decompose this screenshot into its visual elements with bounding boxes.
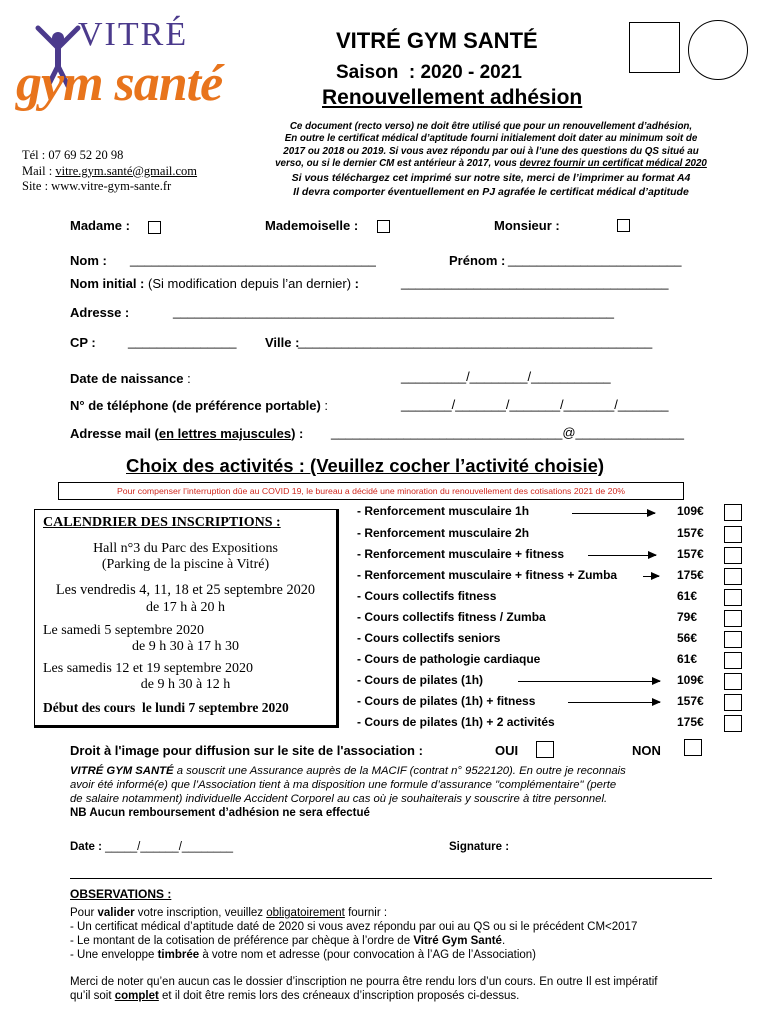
checkbox-non[interactable] xyxy=(684,739,702,756)
page-title: VITRÉ GYM SANTÉ xyxy=(336,28,538,53)
row-nom-initial xyxy=(70,276,359,291)
notice-line: 2017 ou 2018 ou 2019. Si vous avez répondu par oui à l’une des questions du QS situé au xyxy=(283,145,699,157)
subtitle: Renouvellement adhésion xyxy=(322,86,583,109)
logo-bottom-text: gym santé xyxy=(16,55,223,112)
checkbox-activity[interactable] xyxy=(724,526,742,543)
field-nom[interactable]: __________________________________ xyxy=(130,252,376,267)
checkbox-activity[interactable] xyxy=(724,652,742,669)
checkbox-activity[interactable] xyxy=(724,631,742,648)
calendar-start: Début des cours le lundi 7 septembre 2020 xyxy=(43,700,289,715)
activity-label: - Cours de pathologie cardiaque xyxy=(357,652,541,666)
activity-label: - Cours collectifs fitness xyxy=(357,589,497,603)
label-nom-initial: Nom initial : xyxy=(70,276,145,291)
field-ville[interactable]: _________________________________________________ xyxy=(298,334,653,349)
insurance-line: de salaire notamment) individuelle Accident Corporel au cas où je souhaiterais y souscrire à titre personnel. xyxy=(70,793,608,805)
activity-price: 157€ xyxy=(677,526,704,540)
activity-price: 79€ xyxy=(677,610,698,624)
activity-label: - Renforcement musculaire + fitness xyxy=(357,547,565,561)
contact-mail-link[interactable]: vitre.gym.santé@gmail.com xyxy=(55,163,198,178)
activity-price: 61€ xyxy=(677,589,698,603)
label-adresse: Adresse : xyxy=(70,305,130,320)
logo-top-text: VITRÉ xyxy=(78,16,189,53)
arrow-icon xyxy=(588,555,656,556)
label-madame: Madame : xyxy=(70,218,130,233)
activity-label: - Renforcement musculaire 1h xyxy=(357,504,530,518)
label-naissance: Date de naissance xyxy=(70,371,184,386)
covid-note xyxy=(58,482,684,500)
calendar-hours: de 17 h à 20 h xyxy=(146,600,225,615)
calendar-hours: de 9 h 30 à 17 h 30 xyxy=(132,639,239,654)
activity-label: - Cours de pilates (1h) + fitness xyxy=(357,694,536,708)
checkbox-activity[interactable] xyxy=(724,589,742,606)
contact-tel: Tél : 07 69 52 20 98 xyxy=(22,148,124,162)
activity-label: - Cours collectifs fitness / Zumba xyxy=(357,610,546,624)
notice-line: En outre le certificat médical d’aptitude fourni initialement doit dater au minimum soit de xyxy=(284,133,698,145)
label-mail: Adresse mail ( xyxy=(70,426,159,441)
obs-emphasis: Vitré Gym Santé xyxy=(413,935,502,947)
label-non: NON xyxy=(632,743,661,758)
field-prenom[interactable]: ________________________ xyxy=(508,252,682,267)
notice xyxy=(228,121,754,170)
calendar-hours: de 9 h 30 à 12 h xyxy=(140,677,231,692)
calendar-date: Les vendredis 4, 11, 18 et 25 septembre 2020 xyxy=(55,582,316,598)
label-monsieur: Monsieur : xyxy=(494,218,560,233)
observations-line: - Un certificat médical d’aptitude daté de 2020 si vous avez répondu par oui au QS ou si le précédent CM<2017 xyxy=(70,921,638,933)
checkbox-activity[interactable] xyxy=(724,547,742,564)
obs-text: - Une enveloppe xyxy=(70,949,158,961)
row-telephone xyxy=(70,398,328,413)
season: Saison : 2020 - 2021 xyxy=(336,62,522,83)
activity-label: - Cours de pilates (1h) + 2 activités xyxy=(357,715,555,729)
activity-price: 61€ xyxy=(677,652,698,666)
activity-price: 175€ xyxy=(677,715,704,729)
contact-site: Site : www.vitre-gym-sante.fr xyxy=(22,179,172,193)
calendar-date: Le samedi 5 septembre 2020 xyxy=(43,623,204,638)
notice-text: verso, ou si le dernier CM est antérieur à 2017, vous xyxy=(275,157,520,169)
logo xyxy=(14,14,224,144)
insurance-org: VITRÉ GYM SANTÉ xyxy=(70,765,174,777)
activity-price: 157€ xyxy=(677,547,704,561)
obs-emphasis: complet xyxy=(114,990,159,1002)
observations-line: Merci de noter qu’en aucun cas le dossier d’inscription ne pourra être rendu lors d’un cours. En outre Il est impératif xyxy=(70,976,658,988)
observations-line xyxy=(70,906,730,920)
obs-text: à votre nom et adresse (pour convocation à l’AG de l’Association) xyxy=(199,949,537,961)
arrow-icon xyxy=(572,513,655,514)
hint-nom-initial: (Si modification depuis l’an dernier) xyxy=(144,276,355,291)
obs-text: fournir : xyxy=(344,907,388,919)
field-date[interactable]: _____/______/________ xyxy=(105,841,234,853)
field-telephone[interactable]: _______/_______/_______/_______/_______ xyxy=(401,397,669,412)
obs-text: qu’il soit xyxy=(70,990,115,1002)
observations-line xyxy=(70,989,740,1003)
checkbox-activity[interactable] xyxy=(724,504,742,521)
activity-label: - Renforcement musculaire 2h xyxy=(357,526,530,540)
activity-label: - Cours de pilates (1h) xyxy=(357,673,484,687)
label-telephone: N° de téléphone (de préférence portable) xyxy=(70,398,321,413)
row-mail xyxy=(70,426,307,441)
notice-line: Si vous téléchargez cet imprimé sur notre site, merci de l’imprimer au format A4 xyxy=(291,172,691,184)
notice-line: Ce document (recto verso) ne doit être utilisé que pour un renouvellement d’adhésion, xyxy=(289,121,693,132)
label-prenom: Prénom : xyxy=(449,253,506,268)
colon: : xyxy=(320,398,329,413)
observations-line xyxy=(70,934,730,948)
insurance-text xyxy=(70,764,730,806)
checkbox-activity[interactable] xyxy=(724,694,742,711)
photo-square xyxy=(629,22,680,73)
calendar-place: Hall n°3 du Parc des Expositions xyxy=(93,541,278,556)
divider xyxy=(70,878,712,879)
insurance-nb: NB Aucun remboursement d’adhésion ne sera effectué xyxy=(70,807,370,819)
calendar-place: (Parking de la piscine à Vitré) xyxy=(101,557,270,572)
label-mail-close: ) : xyxy=(291,426,307,441)
label-image-rights: Droit à l'image pour diffusion sur le site de l'association : xyxy=(70,743,423,758)
insurance-line: avoir été informé(e) que l’Association tient à ma disposition une formule d’assurance "complémentaire" (perte xyxy=(70,779,617,791)
colon: : xyxy=(354,276,360,291)
activity-price: 109€ xyxy=(677,504,704,518)
observations-line xyxy=(70,948,730,962)
label-cp: CP : xyxy=(70,335,96,350)
obs-emphasis: valider xyxy=(97,907,135,919)
checkbox-activity[interactable] xyxy=(724,715,742,732)
obs-text: - Le montant de la cotisation de préférence par chèque à l’ordre de xyxy=(70,935,414,947)
contact-block xyxy=(22,148,197,195)
calendar-title: CALENDRIER DES INSCRIPTIONS : xyxy=(43,515,281,530)
field-naissance[interactable]: _________/________/___________ xyxy=(401,369,611,384)
calendar-date: Les samedis 12 et 19 septembre 2020 xyxy=(43,661,253,676)
contact-mail xyxy=(22,164,197,180)
insurance-text-part: a souscrit une Assurance auprès de la MACIF (contrat n° 9522120). En outre je reconnais xyxy=(173,765,626,777)
field-adresse[interactable]: _____________________________________________________________ xyxy=(173,304,615,319)
label-signature: Signature : xyxy=(449,841,510,853)
contact-mail-label: Mail : xyxy=(22,163,56,178)
insurance-line xyxy=(70,764,730,778)
field-nom-initial[interactable]: _____________________________________ xyxy=(401,275,669,290)
obs-underline: obligatoirement xyxy=(266,907,345,919)
notice-line xyxy=(228,158,754,170)
activity-label: - Cours collectifs seniors xyxy=(357,631,501,645)
activity-price: 56€ xyxy=(677,631,698,645)
label-oui: OUI xyxy=(495,743,519,758)
activities-heading: Choix des activités : (Veuillez cocher l’activité choisie) xyxy=(126,455,605,476)
label-mademoiselle: Mademoiselle : xyxy=(265,218,359,233)
checkbox-activity[interactable] xyxy=(724,673,742,690)
photo-circle xyxy=(688,20,748,80)
calendar-box xyxy=(34,509,339,728)
obs-emphasis: timbrée xyxy=(157,949,200,961)
checkbox-monsieur[interactable] xyxy=(617,219,630,232)
arrow-icon xyxy=(568,702,660,703)
activity-price: 175€ xyxy=(677,568,704,582)
label-nom: Nom : xyxy=(70,253,107,268)
obs-text: . xyxy=(501,935,506,947)
colon: : xyxy=(183,371,191,386)
row-naissance xyxy=(70,371,191,386)
checkbox-mademoiselle[interactable] xyxy=(377,220,390,233)
activity-label: - Renforcement musculaire + fitness + Zumba xyxy=(357,568,618,582)
notice-line: Il devra comporter éventuellement en PJ agrafée le certificat médical d’aptitude xyxy=(293,185,689,198)
activity-price: 157€ xyxy=(677,694,704,708)
obs-text: votre inscription, veuillez xyxy=(134,907,267,919)
activity-price: 109€ xyxy=(677,673,704,687)
checkbox-oui[interactable] xyxy=(536,741,554,758)
checkbox-activity[interactable] xyxy=(724,568,742,585)
label-date: Date : xyxy=(70,841,106,853)
covid-note-text: Pour compenser l’interruption dûe au COVID 19, le bureau a décidé une minoration du renouvellement des cotisations 2021 de 20% xyxy=(116,486,626,496)
hint-mail: en lettres majuscules xyxy=(158,426,292,441)
checkbox-activity[interactable] xyxy=(724,610,742,627)
notice-download xyxy=(228,172,754,199)
obs-text: et il doit être remis lors des créneaux d’inscription proposés ci-dessus. xyxy=(158,990,520,1002)
observations-title: OBSERVATIONS : xyxy=(70,887,172,901)
notice-emphasis: devrez fournir un certificat médical 2020 xyxy=(519,157,707,169)
obs-text: Pour xyxy=(70,907,98,919)
label-ville: Ville : xyxy=(265,335,300,350)
row-date xyxy=(70,841,233,853)
observations-body xyxy=(70,906,730,962)
arrow-icon xyxy=(518,681,660,682)
field-mail[interactable]: ________________________________@_______________ xyxy=(331,425,685,440)
observations-note xyxy=(70,975,740,1003)
checkbox-madame[interactable] xyxy=(148,221,161,234)
field-cp[interactable]: _______________ xyxy=(128,334,237,349)
arrow-icon xyxy=(643,576,659,577)
